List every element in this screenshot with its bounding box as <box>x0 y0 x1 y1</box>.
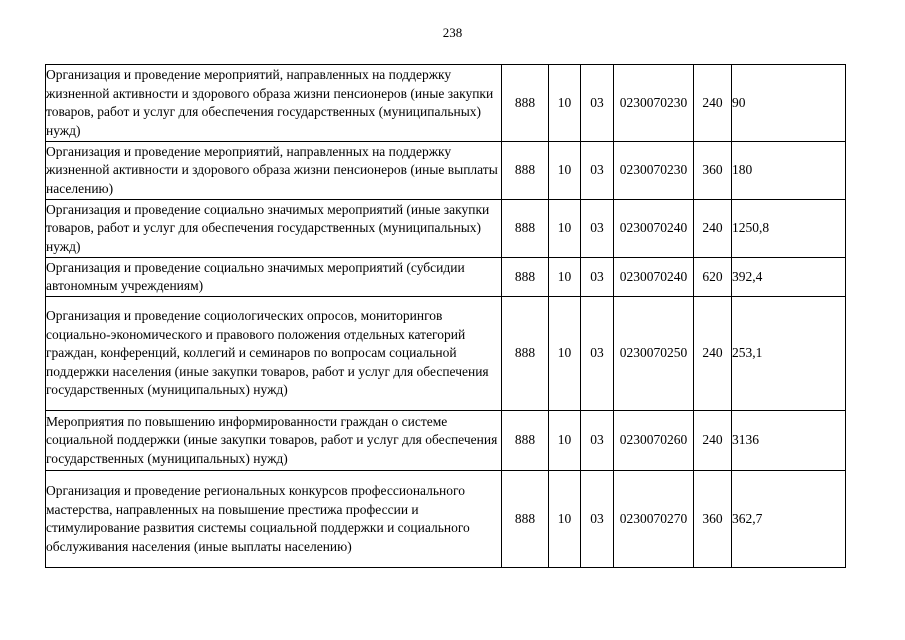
amount: 392,4 <box>732 258 846 297</box>
subsection-code: 03 <box>581 471 614 568</box>
ministry-code: 888 <box>502 200 549 258</box>
ministry-code: 888 <box>502 142 549 200</box>
target-article-code: 0230070230 <box>614 142 694 200</box>
row-description: Организация и проведение региональных конкурсов профессионального мастерства, направленных на повышение престижа профессии и стимулирование развития системы социальной поддержки и социального обслуживания населения (иные выплаты населению) <box>46 471 502 568</box>
target-article-code: 0230070240 <box>614 200 694 258</box>
amount: 253,1 <box>732 297 846 411</box>
expense-type-code: 360 <box>694 142 732 200</box>
expense-type-code: 240 <box>694 65 732 142</box>
row-description: Организация и проведение социально значимых мероприятий (иные закупки товаров, работ и услуг для обеспечения государственных (муниципальных) нужд) <box>46 200 502 258</box>
amount: 362,7 <box>732 471 846 568</box>
target-article-code: 0230070240 <box>614 258 694 297</box>
amount: 180 <box>732 142 846 200</box>
row-description: Организация и проведение социологических опросов, мониторингов социально-экономического и правового положения отдельных категорий граждан, конференций, коллегий и семинаров по вопросам социальной поддержки населения (иные закупки товаров, работ и услуг для обеспечения государственных (муниципальных) нужд) <box>46 297 502 411</box>
table-row <box>46 65 846 142</box>
subsection-code: 03 <box>581 65 614 142</box>
amount: 1250,8 <box>732 200 846 258</box>
expense-type-code: 240 <box>694 297 732 411</box>
ministry-code: 888 <box>502 297 549 411</box>
target-article-code: 0230070270 <box>614 471 694 568</box>
table-row <box>46 471 846 568</box>
page-number: 238 <box>442 25 463 40</box>
ministry-code: 888 <box>502 258 549 297</box>
table-row <box>46 258 846 297</box>
budget-table <box>45 64 846 568</box>
table-row <box>46 297 846 411</box>
row-description: Мероприятия по повышению информированности граждан о системе социальной поддержки (иные закупки товаров, работ и услуг для обеспечения государственных (муниципальных) нужд) <box>46 411 502 471</box>
table-row <box>46 200 846 258</box>
ministry-code: 888 <box>502 65 549 142</box>
row-description: Организация и проведение мероприятий, направленных на поддержку жизненной активности и здорового образа жизни пенсионеров (иные закупки товаров, работ и услуг для обеспечения государственных (муниципальных) нужд) <box>46 65 502 142</box>
expense-type-code: 240 <box>694 200 732 258</box>
subsection-code: 03 <box>581 297 614 411</box>
row-description: Организация и проведение социально значимых мероприятий (субсидии автономным учреждениям) <box>46 258 502 297</box>
expense-type-code: 360 <box>694 471 732 568</box>
section-code: 10 <box>549 411 581 471</box>
section-code: 10 <box>549 65 581 142</box>
target-article-code: 0230070250 <box>614 297 694 411</box>
subsection-code: 03 <box>581 258 614 297</box>
amount: 90 <box>732 65 846 142</box>
ministry-code: 888 <box>502 411 549 471</box>
subsection-code: 03 <box>581 200 614 258</box>
expense-type-code: 240 <box>694 411 732 471</box>
target-article-code: 0230070230 <box>614 65 694 142</box>
section-code: 10 <box>549 297 581 411</box>
section-code: 10 <box>549 200 581 258</box>
section-code: 10 <box>549 142 581 200</box>
subsection-code: 03 <box>581 411 614 471</box>
section-code: 10 <box>549 258 581 297</box>
row-description: Организация и проведение мероприятий, направленных на поддержку жизненной активности и здорового образа жизни пенсионеров (иные выплаты населению) <box>46 142 502 200</box>
target-article-code: 0230070260 <box>614 411 694 471</box>
ministry-code: 888 <box>502 471 549 568</box>
table-row <box>46 411 846 471</box>
section-code: 10 <box>549 471 581 568</box>
amount: 3136 <box>732 411 846 471</box>
expense-type-code: 620 <box>694 258 732 297</box>
subsection-code: 03 <box>581 142 614 200</box>
table-row <box>46 142 846 200</box>
